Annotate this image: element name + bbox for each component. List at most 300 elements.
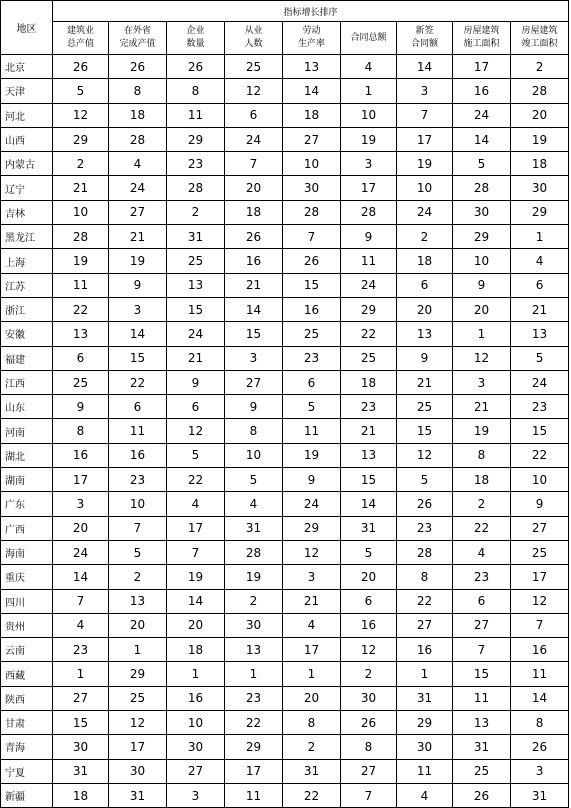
rank-cell: 31 bbox=[167, 225, 225, 249]
rank-cell: 14 bbox=[53, 565, 109, 589]
rank-cell: 11 bbox=[283, 419, 341, 443]
rank-cell: 5 bbox=[283, 395, 341, 419]
rank-cell: 16 bbox=[283, 297, 341, 321]
rank-cell: 3 bbox=[453, 370, 511, 394]
region-cell: 甘肃 bbox=[1, 711, 53, 735]
rank-cell: 18 bbox=[283, 103, 341, 127]
rank-cell: 10 bbox=[453, 249, 511, 273]
rank-cell: 16 bbox=[511, 638, 569, 662]
rank-cell: 8 bbox=[283, 711, 341, 735]
rank-cell: 18 bbox=[109, 103, 167, 127]
column-header: 从业 人数 bbox=[225, 22, 283, 55]
rank-cell: 4 bbox=[453, 540, 511, 564]
rank-cell: 4 bbox=[397, 783, 453, 807]
rank-cell: 15 bbox=[53, 711, 109, 735]
rank-cell: 20 bbox=[167, 613, 225, 637]
rank-cell: 14 bbox=[167, 589, 225, 613]
table-row bbox=[1, 735, 569, 759]
rank-cell: 14 bbox=[397, 55, 453, 79]
rank-cell: 20 bbox=[397, 297, 453, 321]
rank-cell: 29 bbox=[167, 127, 225, 151]
rank-cell: 26 bbox=[341, 711, 397, 735]
rank-cell: 29 bbox=[225, 735, 283, 759]
rank-cell: 23 bbox=[225, 686, 283, 710]
region-cell: 海南 bbox=[1, 540, 53, 564]
rank-cell: 17 bbox=[225, 759, 283, 783]
region-cell: 上海 bbox=[1, 249, 53, 273]
rank-cell: 27 bbox=[167, 759, 225, 783]
table-row bbox=[1, 540, 569, 564]
rank-cell: 1 bbox=[167, 662, 225, 686]
rank-cell: 4 bbox=[225, 492, 283, 516]
table-row bbox=[1, 249, 569, 273]
region-cell: 山东 bbox=[1, 395, 53, 419]
rank-cell: 14 bbox=[225, 297, 283, 321]
rank-cell: 21 bbox=[283, 589, 341, 613]
rank-cell: 31 bbox=[511, 783, 569, 807]
table-row bbox=[1, 516, 569, 540]
rank-cell: 18 bbox=[341, 370, 397, 394]
rank-cell: 25 bbox=[283, 322, 341, 346]
rank-cell: 4 bbox=[341, 55, 397, 79]
region-cell: 江苏 bbox=[1, 273, 53, 297]
rank-cell: 3 bbox=[397, 79, 453, 103]
region-cell: 广西 bbox=[1, 516, 53, 540]
rank-cell: 23 bbox=[53, 638, 109, 662]
region-cell: 黑龙江 bbox=[1, 225, 53, 249]
rank-cell: 13 bbox=[225, 638, 283, 662]
rank-cell: 24 bbox=[511, 370, 569, 394]
region-cell: 宁夏 bbox=[1, 759, 53, 783]
rank-cell: 11 bbox=[511, 662, 569, 686]
rank-cell: 11 bbox=[167, 103, 225, 127]
rank-cell: 24 bbox=[109, 176, 167, 200]
rank-cell: 22 bbox=[397, 589, 453, 613]
rank-cell: 17 bbox=[511, 565, 569, 589]
rank-cell: 21 bbox=[511, 297, 569, 321]
rank-cell: 3 bbox=[511, 759, 569, 783]
table-row bbox=[1, 686, 569, 710]
rank-cell: 23 bbox=[109, 468, 167, 492]
rank-cell: 19 bbox=[397, 152, 453, 176]
region-cell: 四川 bbox=[1, 589, 53, 613]
rank-cell: 18 bbox=[53, 783, 109, 807]
rank-cell: 19 bbox=[341, 127, 397, 151]
rank-cell: 12 bbox=[341, 638, 397, 662]
rank-cell: 18 bbox=[453, 468, 511, 492]
table-row bbox=[1, 419, 569, 443]
rank-cell: 6 bbox=[53, 346, 109, 370]
rank-cell: 30 bbox=[283, 176, 341, 200]
rank-cell: 26 bbox=[511, 735, 569, 759]
rank-cell: 20 bbox=[53, 516, 109, 540]
rank-cell: 3 bbox=[283, 565, 341, 589]
rank-cell: 20 bbox=[341, 565, 397, 589]
rank-cell: 3 bbox=[225, 346, 283, 370]
rank-cell: 19 bbox=[283, 443, 341, 467]
column-header: 新签 合同额 bbox=[397, 22, 453, 55]
table-row bbox=[1, 711, 569, 735]
rank-cell: 16 bbox=[225, 249, 283, 273]
region-cell: 吉林 bbox=[1, 200, 53, 224]
column-header: 劳动 生产率 bbox=[283, 22, 341, 55]
rank-cell: 15 bbox=[167, 297, 225, 321]
rank-cell: 19 bbox=[225, 565, 283, 589]
rank-cell: 7 bbox=[511, 613, 569, 637]
rank-cell: 9 bbox=[225, 395, 283, 419]
rank-cell: 25 bbox=[397, 395, 453, 419]
rank-cell: 31 bbox=[453, 735, 511, 759]
rank-cell: 15 bbox=[453, 662, 511, 686]
rank-cell: 20 bbox=[225, 176, 283, 200]
rank-cell: 8 bbox=[453, 443, 511, 467]
rank-cell: 11 bbox=[397, 759, 453, 783]
rank-cell: 6 bbox=[225, 103, 283, 127]
rank-cell: 25 bbox=[341, 346, 397, 370]
rank-cell: 26 bbox=[53, 55, 109, 79]
rank-cell: 4 bbox=[109, 152, 167, 176]
column-header: 合同总额 bbox=[341, 22, 397, 55]
rank-cell: 30 bbox=[511, 176, 569, 200]
table-row bbox=[1, 662, 569, 686]
rank-cell: 29 bbox=[511, 200, 569, 224]
rank-cell: 1 bbox=[397, 662, 453, 686]
rank-cell: 24 bbox=[225, 127, 283, 151]
rank-cell: 3 bbox=[109, 297, 167, 321]
table-row bbox=[1, 176, 569, 200]
rank-cell: 22 bbox=[53, 297, 109, 321]
rank-cell: 11 bbox=[341, 249, 397, 273]
rank-cell: 19 bbox=[53, 249, 109, 273]
rank-cell: 24 bbox=[53, 540, 109, 564]
rank-cell: 22 bbox=[225, 711, 283, 735]
rank-cell: 23 bbox=[453, 565, 511, 589]
rank-cell: 17 bbox=[397, 127, 453, 151]
table-row bbox=[1, 322, 569, 346]
rank-cell: 11 bbox=[53, 273, 109, 297]
rank-cell: 23 bbox=[397, 516, 453, 540]
rank-cell: 29 bbox=[53, 127, 109, 151]
rank-cell: 26 bbox=[109, 55, 167, 79]
rank-cell: 25 bbox=[225, 55, 283, 79]
table-row bbox=[1, 225, 569, 249]
rank-cell: 11 bbox=[109, 419, 167, 443]
table-row bbox=[1, 370, 569, 394]
rank-cell: 25 bbox=[109, 686, 167, 710]
rank-cell: 30 bbox=[341, 686, 397, 710]
column-header: 企业 数量 bbox=[167, 22, 225, 55]
rank-cell: 1 bbox=[225, 662, 283, 686]
rank-cell: 27 bbox=[341, 759, 397, 783]
rank-cell: 20 bbox=[283, 686, 341, 710]
rank-cell: 8 bbox=[511, 711, 569, 735]
column-header: 房屋建筑 施工面积 bbox=[453, 22, 511, 55]
rank-cell: 22 bbox=[341, 322, 397, 346]
rank-cell: 27 bbox=[53, 686, 109, 710]
rank-cell: 15 bbox=[225, 322, 283, 346]
rank-cell: 17 bbox=[167, 516, 225, 540]
region-cell: 浙江 bbox=[1, 297, 53, 321]
rank-cell: 5 bbox=[397, 468, 453, 492]
table-row bbox=[1, 613, 569, 637]
rank-cell: 12 bbox=[109, 711, 167, 735]
region-cell: 重庆 bbox=[1, 565, 53, 589]
table-row bbox=[1, 273, 569, 297]
rank-cell: 22 bbox=[167, 468, 225, 492]
rank-cell: 16 bbox=[167, 686, 225, 710]
rank-cell: 4 bbox=[283, 613, 341, 637]
rank-cell: 9 bbox=[341, 225, 397, 249]
rank-cell: 14 bbox=[453, 127, 511, 151]
rank-cell: 19 bbox=[167, 565, 225, 589]
rank-cell: 9 bbox=[53, 395, 109, 419]
rank-cell: 14 bbox=[511, 686, 569, 710]
rank-cell: 1 bbox=[453, 322, 511, 346]
rank-cell: 10 bbox=[397, 176, 453, 200]
rank-cell: 21 bbox=[53, 176, 109, 200]
table-row bbox=[1, 297, 569, 321]
rank-cell: 15 bbox=[283, 273, 341, 297]
rank-cell: 31 bbox=[341, 516, 397, 540]
rank-cell: 28 bbox=[53, 225, 109, 249]
rank-cell: 12 bbox=[283, 540, 341, 564]
rank-cell: 13 bbox=[511, 322, 569, 346]
rank-cell: 3 bbox=[167, 783, 225, 807]
region-cell: 贵州 bbox=[1, 613, 53, 637]
rank-cell: 3 bbox=[341, 152, 397, 176]
rank-cell: 31 bbox=[225, 516, 283, 540]
rank-cell: 6 bbox=[341, 589, 397, 613]
rank-cell: 17 bbox=[283, 638, 341, 662]
rank-cell: 21 bbox=[341, 419, 397, 443]
rank-cell: 7 bbox=[341, 783, 397, 807]
rank-cell: 1 bbox=[283, 662, 341, 686]
rank-cell: 6 bbox=[283, 370, 341, 394]
rank-cell: 16 bbox=[397, 638, 453, 662]
rank-cell: 27 bbox=[511, 516, 569, 540]
rank-cell: 2 bbox=[453, 492, 511, 516]
rank-cell: 21 bbox=[109, 225, 167, 249]
region-cell: 西藏 bbox=[1, 662, 53, 686]
rank-cell: 7 bbox=[453, 638, 511, 662]
rank-cell: 1 bbox=[511, 225, 569, 249]
rank-cell: 15 bbox=[397, 419, 453, 443]
rank-cell: 8 bbox=[397, 565, 453, 589]
region-cell: 内蒙古 bbox=[1, 152, 53, 176]
rank-cell: 1 bbox=[53, 662, 109, 686]
rank-cell: 7 bbox=[283, 225, 341, 249]
rank-cell: 8 bbox=[53, 419, 109, 443]
rank-cell: 23 bbox=[341, 395, 397, 419]
rank-cell: 17 bbox=[53, 468, 109, 492]
rank-cell: 28 bbox=[109, 127, 167, 151]
column-header: 在外省 完成产值 bbox=[109, 22, 167, 55]
rank-cell: 6 bbox=[453, 589, 511, 613]
rank-cell: 9 bbox=[283, 468, 341, 492]
rank-cell: 21 bbox=[167, 346, 225, 370]
rank-cell: 14 bbox=[341, 492, 397, 516]
rank-cell: 16 bbox=[341, 613, 397, 637]
region-cell: 云南 bbox=[1, 638, 53, 662]
rank-cell: 2 bbox=[167, 200, 225, 224]
rank-cell: 14 bbox=[283, 79, 341, 103]
rank-cell: 16 bbox=[453, 79, 511, 103]
rank-cell: 3 bbox=[53, 492, 109, 516]
rank-cell: 2 bbox=[225, 589, 283, 613]
rank-cell: 20 bbox=[453, 297, 511, 321]
rank-cell: 7 bbox=[53, 589, 109, 613]
region-cell: 辽宁 bbox=[1, 176, 53, 200]
rank-cell: 30 bbox=[397, 735, 453, 759]
rank-cell: 9 bbox=[109, 273, 167, 297]
rank-cell: 27 bbox=[397, 613, 453, 637]
rank-cell: 15 bbox=[511, 419, 569, 443]
rank-cell: 7 bbox=[167, 540, 225, 564]
rank-cell: 28 bbox=[225, 540, 283, 564]
rank-cell: 9 bbox=[397, 346, 453, 370]
rank-cell: 2 bbox=[511, 55, 569, 79]
rank-cell: 6 bbox=[109, 395, 167, 419]
rank-cell: 2 bbox=[341, 662, 397, 686]
rank-cell: 30 bbox=[53, 735, 109, 759]
rank-cell: 21 bbox=[225, 273, 283, 297]
region-cell: 河北 bbox=[1, 103, 53, 127]
rank-cell: 6 bbox=[511, 273, 569, 297]
rank-cell: 8 bbox=[109, 79, 167, 103]
table-row bbox=[1, 468, 569, 492]
rank-cell: 25 bbox=[511, 540, 569, 564]
region-cell: 北京 bbox=[1, 55, 53, 79]
table-row bbox=[1, 565, 569, 589]
rank-cell: 9 bbox=[511, 492, 569, 516]
rank-cell: 22 bbox=[511, 443, 569, 467]
rank-cell: 26 bbox=[397, 492, 453, 516]
rank-cell: 31 bbox=[109, 783, 167, 807]
rank-cell: 10 bbox=[53, 200, 109, 224]
rank-cell: 29 bbox=[453, 225, 511, 249]
rank-cell: 12 bbox=[453, 346, 511, 370]
rank-cell: 13 bbox=[167, 273, 225, 297]
rank-cell: 29 bbox=[397, 711, 453, 735]
rank-cell: 26 bbox=[167, 55, 225, 79]
rank-cell: 23 bbox=[283, 346, 341, 370]
rank-cell: 25 bbox=[453, 759, 511, 783]
rank-cell: 15 bbox=[109, 346, 167, 370]
rank-cell: 8 bbox=[167, 79, 225, 103]
region-cell: 安徽 bbox=[1, 322, 53, 346]
rank-cell: 6 bbox=[167, 395, 225, 419]
rank-cell: 6 bbox=[397, 273, 453, 297]
rank-cell: 27 bbox=[225, 370, 283, 394]
rank-cell: 31 bbox=[53, 759, 109, 783]
rank-cell: 1 bbox=[341, 79, 397, 103]
region-header: 地区 bbox=[1, 1, 53, 55]
rank-cell: 25 bbox=[53, 370, 109, 394]
rank-cell: 28 bbox=[341, 200, 397, 224]
rank-cell: 15 bbox=[341, 468, 397, 492]
rank-cell: 24 bbox=[341, 273, 397, 297]
table-row bbox=[1, 638, 569, 662]
rank-cell: 10 bbox=[511, 468, 569, 492]
rank-cell: 20 bbox=[511, 103, 569, 127]
rank-cell: 29 bbox=[341, 297, 397, 321]
rank-cell: 26 bbox=[283, 249, 341, 273]
rank-cell: 2 bbox=[283, 735, 341, 759]
rank-cell: 24 bbox=[397, 200, 453, 224]
rank-cell: 19 bbox=[511, 127, 569, 151]
rank-cell: 26 bbox=[225, 225, 283, 249]
table-row bbox=[1, 79, 569, 103]
rank-cell: 17 bbox=[453, 55, 511, 79]
rank-cell: 28 bbox=[397, 540, 453, 564]
rank-cell: 31 bbox=[283, 759, 341, 783]
rank-cell: 28 bbox=[453, 176, 511, 200]
rank-cell: 27 bbox=[109, 200, 167, 224]
rank-cell: 18 bbox=[397, 249, 453, 273]
rank-cell: 12 bbox=[167, 419, 225, 443]
rank-cell: 22 bbox=[453, 516, 511, 540]
rank-cell: 24 bbox=[167, 322, 225, 346]
rank-cell: 28 bbox=[283, 200, 341, 224]
rank-cell: 13 bbox=[453, 711, 511, 735]
rank-cell: 17 bbox=[341, 176, 397, 200]
rank-cell: 5 bbox=[53, 79, 109, 103]
table-row bbox=[1, 589, 569, 613]
rank-cell: 8 bbox=[225, 419, 283, 443]
rank-cell: 1 bbox=[109, 638, 167, 662]
rank-cell: 13 bbox=[53, 322, 109, 346]
rank-cell: 12 bbox=[225, 79, 283, 103]
region-cell: 广东 bbox=[1, 492, 53, 516]
rank-cell: 2 bbox=[109, 565, 167, 589]
rank-cell: 13 bbox=[397, 322, 453, 346]
region-cell: 陕西 bbox=[1, 686, 53, 710]
rank-cell: 5 bbox=[453, 152, 511, 176]
rank-cell: 31 bbox=[397, 686, 453, 710]
rank-cell: 13 bbox=[109, 589, 167, 613]
rank-cell: 16 bbox=[53, 443, 109, 467]
rank-cell: 4 bbox=[167, 492, 225, 516]
table-row bbox=[1, 492, 569, 516]
rank-cell: 11 bbox=[453, 686, 511, 710]
rank-cell: 5 bbox=[511, 346, 569, 370]
rank-cell: 23 bbox=[167, 152, 225, 176]
rank-cell: 30 bbox=[167, 735, 225, 759]
table-row bbox=[1, 443, 569, 467]
rank-cell: 18 bbox=[511, 152, 569, 176]
rank-cell: 12 bbox=[511, 589, 569, 613]
rank-cell: 12 bbox=[397, 443, 453, 467]
table-row bbox=[1, 783, 569, 807]
rank-cell: 30 bbox=[453, 200, 511, 224]
rank-cell: 11 bbox=[225, 783, 283, 807]
rank-cell: 10 bbox=[167, 711, 225, 735]
rank-cell: 28 bbox=[511, 79, 569, 103]
table-row bbox=[1, 127, 569, 151]
rank-cell: 30 bbox=[225, 613, 283, 637]
region-cell: 新疆 bbox=[1, 783, 53, 807]
rank-cell: 23 bbox=[511, 395, 569, 419]
rank-cell: 28 bbox=[167, 176, 225, 200]
rank-cell: 10 bbox=[341, 103, 397, 127]
rank-cell: 21 bbox=[453, 395, 511, 419]
group-header: 指标增长排序 bbox=[53, 1, 569, 22]
rank-cell: 19 bbox=[109, 249, 167, 273]
rank-cell: 10 bbox=[283, 152, 341, 176]
rank-cell: 2 bbox=[53, 152, 109, 176]
rank-cell: 24 bbox=[283, 492, 341, 516]
rank-cell: 9 bbox=[167, 370, 225, 394]
